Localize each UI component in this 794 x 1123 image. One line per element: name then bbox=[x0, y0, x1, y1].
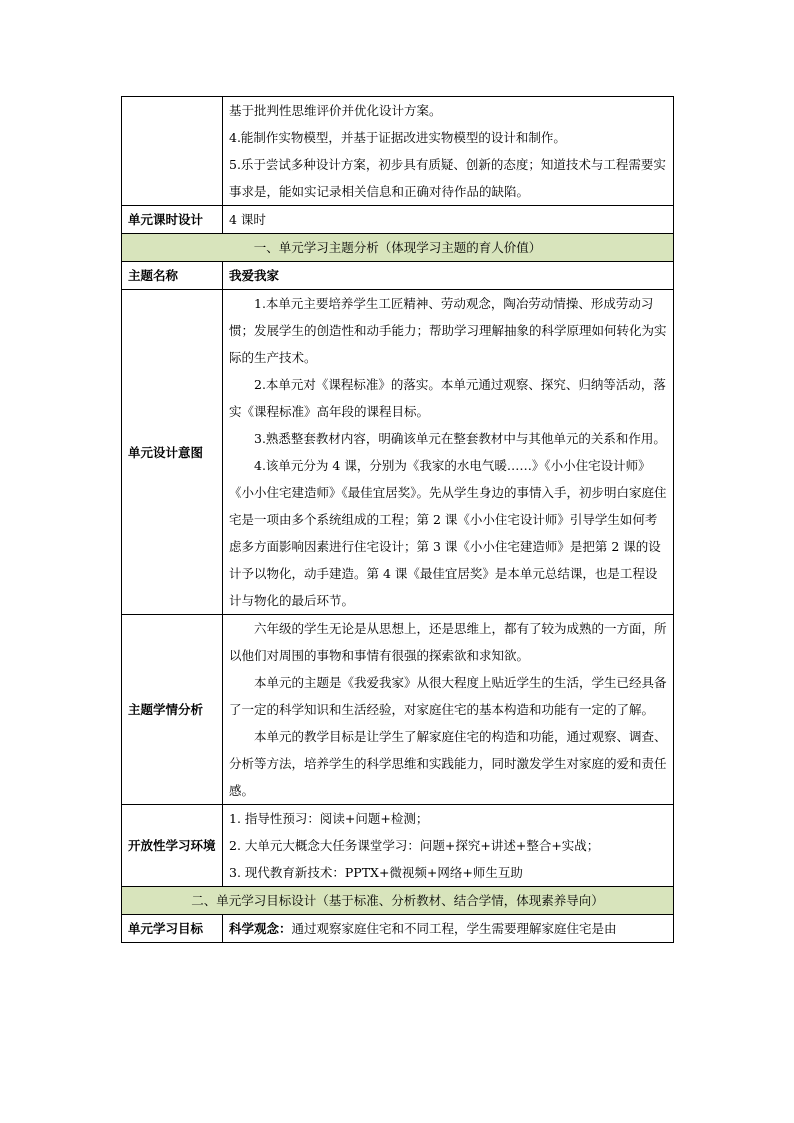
environment-content bbox=[223, 805, 674, 887]
intent-paragraph: 3.熟悉整套教材内容，明确该单元在整套教材中与其他单元的关系和作用。 bbox=[254, 431, 666, 446]
table-row bbox=[122, 615, 674, 805]
intent-paragraph: 2.本单元对《课程标准》的落实。本单元通过观察、探究、归纳等活动，落实《课程标准》高年段的课程目标。 bbox=[229, 377, 666, 419]
section-header-row bbox=[122, 234, 674, 262]
list-item: 5.乐于尝试多种设计方案，初步具有质疑、创新的态度；知道技术与工程需要实事求是，能如实记录相关信息和正确对待作品的缺陷。 bbox=[229, 157, 666, 199]
table-row bbox=[122, 206, 674, 234]
table-row bbox=[122, 805, 674, 887]
goals-continuation-cell bbox=[223, 97, 674, 206]
unit-design-table bbox=[121, 96, 674, 943]
section2-title: 二、单元学习目标设计（基于标准、分析教材、结合学情，体现素养导向） bbox=[122, 887, 674, 915]
theme-label: 主题名称 bbox=[122, 262, 223, 290]
goals-lead: 科学观念： bbox=[229, 921, 292, 936]
analysis-paragraph: 本单元的主题是《我爱我家》从很大程度上贴近学生的生活，学生已经具备了一定的科学知识和生活经验，对家庭住宅的基本构造和功能有一定的了解。 bbox=[229, 675, 667, 717]
list-item: 1. 指导性预习：阅读+问题+检测； bbox=[229, 811, 429, 826]
theme-value: 我爱我家 bbox=[223, 262, 674, 290]
hours-label: 单元课时设计 bbox=[122, 206, 223, 234]
list-item: 4.能制作实物模型，并基于证据改进实物模型的设计和制作。 bbox=[229, 130, 566, 145]
environment-label: 开放性学习环境 bbox=[122, 805, 223, 887]
analysis-content bbox=[223, 615, 674, 805]
analysis-paragraph: 六年级的学生无论是从思想上，还是思维上，都有了较为成熟的一方面，所以他们对周围的事物和事情有很强的探索欲和求知欲。 bbox=[229, 621, 667, 663]
intent-paragraph: 1.本单元主要培养学生工匠精神、劳动观念，陶冶劳动情操、形成劳动习惯；发展学生的创造性和动手能力；帮助学习理解抽象的科学原理如何转化为实际的生产技术。 bbox=[229, 296, 667, 365]
list-item: 2. 大单元大概念大任务课堂学习：问题+探究+讲述+整合+实战； bbox=[229, 838, 600, 853]
list-item: 3. 现代教育新技术：PPTX+微视频+网络+师生互助 bbox=[229, 865, 523, 880]
intent-paragraph: 4.该单元分为 4 课，分别为《我家的水电气暖……》《小小住宅设计师》《小小住宅建造师》《最佳宜居奖》。先从学生身边的事情入手，初步明白家庭住宅是一项由多个系统组成的工程；第 2 课《小小住宅设计师》引导学生如何考虑多方面影响因素进行住宅设计；第 3 课《小小住宅建造师》是把第 2 课的设计予以物化，动手建造。第 4 课《最佳宜居奖》是本单元总结课，也是工程设计与物化的最后环节。 bbox=[229, 458, 667, 608]
section1-title: 一、单元学习主题分析（体现学习主题的育人价值） bbox=[122, 234, 674, 262]
analysis-label: 主题学情分析 bbox=[122, 615, 223, 805]
table-row bbox=[122, 262, 674, 290]
intent-content bbox=[223, 290, 674, 615]
section-header-row bbox=[122, 887, 674, 915]
analysis-paragraph: 本单元的教学目标是让学生了解家庭住宅的构造和功能，通过观察、调查、分析等方法，培养学生的科学思维和实践能力，同时激发学生对家庭的爱和责任感。 bbox=[229, 729, 667, 798]
table-row bbox=[122, 97, 674, 206]
empty-label-cell bbox=[122, 97, 223, 206]
goals-content bbox=[223, 915, 674, 943]
table-row bbox=[122, 290, 674, 615]
goals-text: 通过观察家庭住宅和不同工程，学生需要理解家庭住宅是由 bbox=[291, 921, 617, 936]
intent-label: 单元设计意图 bbox=[122, 290, 223, 615]
goals-label: 单元学习目标 bbox=[122, 915, 223, 943]
table-row bbox=[122, 915, 674, 943]
hours-value: 4 课时 bbox=[223, 206, 674, 234]
list-item: 基于批判性思维评价并优化设计方案。 bbox=[229, 103, 442, 118]
